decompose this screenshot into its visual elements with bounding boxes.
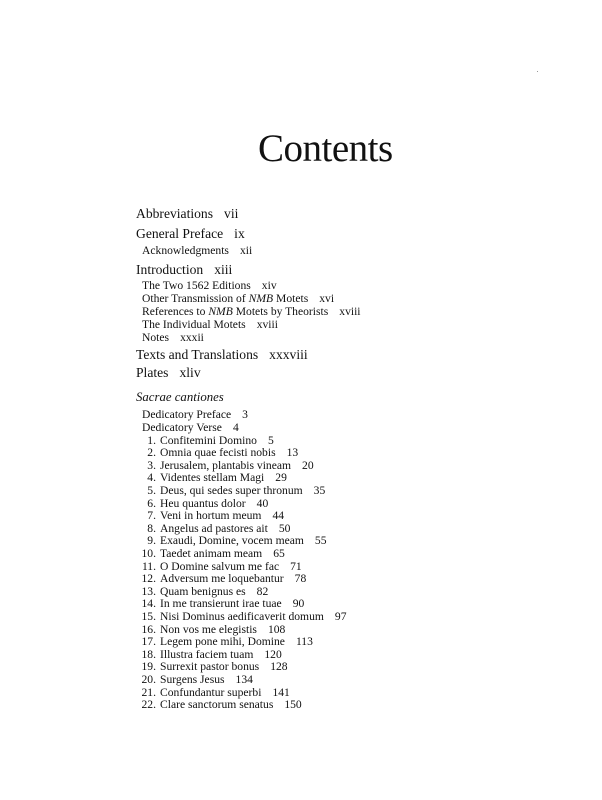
motet-page: 78 [294,572,307,586]
motet-title: Exaudi, Domine, vocem meam [160,534,304,548]
motet-number: 10. [141,546,156,560]
toc-entry-individual-motets[interactable] [142,318,278,331]
motet-title: Surgens Jesus [160,672,225,686]
motet-title-line [160,509,284,522]
motet-title: Taedet animam meam [160,546,263,560]
toc-entry-references[interactable] [142,305,361,318]
motet-number: 19. [141,660,156,674]
motet-title-line [160,648,282,661]
toc-entry-page: xxxviii [269,347,308,362]
motet-number: 1. [147,433,156,447]
motet-number: 5. [147,483,156,497]
motet-page: 97 [334,609,347,623]
motet-number: 18. [141,647,156,661]
motet-title-line [160,597,304,610]
motet-page: 134 [235,672,253,686]
motet-number: 2. [147,446,156,460]
motet-page: 20 [302,458,314,472]
motet-title-line [160,547,285,560]
motet-title-line [160,673,253,686]
motet-number: 7. [147,509,156,523]
motet-title-line [160,522,290,535]
motet-number: 20. [141,672,156,686]
toc-entry-label: Dedicatory Verse [142,421,222,434]
toc-entry-plates[interactable] [136,365,201,381]
motet-title: Adversum me loquebantur [160,572,284,586]
motet-title-line [160,572,306,585]
toc-entry-label: Introduction [136,262,204,277]
motet-page: 120 [264,647,282,661]
toc-entry-page: vii [224,206,239,221]
toc-entry-label: Other Transmission of [142,292,246,305]
motet-page: 90 [292,597,305,611]
toc-entry-introduction[interactable] [136,262,232,278]
toc-entry-label-after: Motets [276,292,309,305]
motet-title-line [160,635,313,648]
toc-entry-acknowledgments[interactable] [142,244,252,257]
toc-entry-general-preface[interactable] [136,226,245,242]
toc-entry-two-editions[interactable] [142,279,277,292]
motet-title: Veni in hortum meum [160,509,262,523]
section-heading: Sacrae cantiones [136,390,224,404]
motet-title-line [160,585,268,598]
toc-entry-label: Plates [136,365,169,380]
motet-title-line [160,459,314,472]
margin-mark [537,71,538,72]
toc-entry-page: xiv [261,279,277,292]
toc-entry-page: xvi [319,292,335,305]
toc-entry-label: Texts and Translations [136,347,259,362]
toc-entry-label: The Two 1562 Editions [142,279,251,292]
motet-title: Confitemini Domino [160,433,257,447]
motet-title-line [160,446,298,459]
motet-page: 35 [313,483,326,497]
toc-entry-texts-translations[interactable] [136,347,308,363]
motet-page: 5 [267,433,274,447]
toc-entry-label-after: Motets by Theorists [235,305,329,318]
motet-title: Angelus ad pastores ait [160,521,268,535]
motet-number: 21. [141,685,156,699]
toc-entry-page: xiii [214,262,233,277]
toc-entry-label: References to [142,305,206,318]
motet-number: 12. [141,572,156,586]
motet-title: Illustra faciem tuam [160,647,254,661]
toc-entry-page: 3 [242,408,248,421]
motet-title: Non vos me elegistis [160,622,257,636]
motet-title-line [160,623,285,636]
toc-entry-page: xliv [179,365,201,380]
toc-entry-page: xii [239,244,253,257]
motet-title-line [160,484,325,497]
toc-entry-page: xviii [256,318,278,331]
toc-entry-label-italic: NMB [248,292,274,305]
toc-entry-page: 4 [232,421,239,434]
motet-title: Clare sanctorum senatus [160,698,274,712]
motet-page: 141 [272,685,290,699]
motet-number: 9. [147,534,156,548]
motet-title: Jerusalem, plantabis vineam [160,458,292,472]
toc-entry-label-italic: NMB [208,305,233,318]
motet-page: 128 [270,660,288,674]
motet-title-line [160,560,302,573]
toc-entry-other-transmission[interactable] [142,292,334,305]
motet-number: 13. [141,584,156,598]
motet-number: 3. [147,458,156,472]
motet-title: Omnia quae fecisti nobis [160,446,276,460]
motet-title-line [160,434,274,447]
motet-title: Heu quantus dolor [160,496,246,510]
motet-number: 22. [141,698,156,712]
toc-entry-abbreviations[interactable] [136,206,238,222]
motet-title-line [160,610,347,623]
motet-page: 55 [314,534,327,548]
toc-entry-label: General Preface [136,226,224,241]
toc-entry-label: Acknowledgments [142,244,229,257]
motet-title-line [160,497,268,510]
motet-page: 113 [295,635,313,649]
motet-title: Deus, qui sedes super thronum [160,483,303,497]
toc-entry-label: The Individual Motets [142,318,246,331]
motet-page: 150 [284,698,302,712]
motet-number: 11. [141,559,156,573]
motet-title: Legem pone mihi, Domine [160,635,285,649]
toc-entry-dedicatory-verse[interactable] [142,421,239,434]
motet-title: O Domine salvum me fac [160,559,280,573]
motet-number: 16. [141,622,156,636]
motet-number: 17. [141,635,156,649]
motet-number: 8. [147,521,156,535]
toc-entry-page: ix [234,226,245,241]
toc-entry-label: Notes [142,331,170,344]
motet-title: Nisi Dominus aedificaverit domum [160,609,324,623]
motet-page: 44 [272,509,285,523]
motet-page: 29 [275,471,287,485]
toc-entry-page: xviii [339,305,361,318]
motet-title-line [160,471,287,484]
motet-title: Surrexit pastor bonus [160,660,260,674]
toc-entry-notes[interactable] [142,331,204,344]
motet-title-line [160,698,302,711]
motet-title-line [160,686,290,699]
motet-title-line [160,660,288,673]
motet-number: 15. [141,609,156,623]
page-title: Contents [258,127,393,170]
motet-title: Confundantur superbi [160,685,262,699]
motet-title-line [160,534,327,547]
motet-title: In me transierunt irae tuae [160,597,282,611]
motet-title: Quam benignus es [160,584,246,598]
motet-number: 14. [141,597,156,611]
toc-entry-label: Abbreviations [136,206,214,221]
motet-page: 108 [267,622,286,636]
motet-page: 40 [256,496,269,510]
motet-page: 65 [273,546,285,560]
motet-page: 13 [286,446,299,460]
toc-entry-label: Dedicatory Preface [142,408,232,421]
motet-page: 50 [278,521,291,535]
motet-title: Videntes stellam Magi [160,471,265,485]
motet-page: 71 [290,559,302,573]
toc-entry-page: xxxii [180,331,204,344]
motet-number: 6. [147,496,156,510]
motet-number: 4. [147,471,156,485]
motet-page: 82 [256,584,269,598]
toc-entry-dedicatory-preface[interactable] [142,408,248,421]
